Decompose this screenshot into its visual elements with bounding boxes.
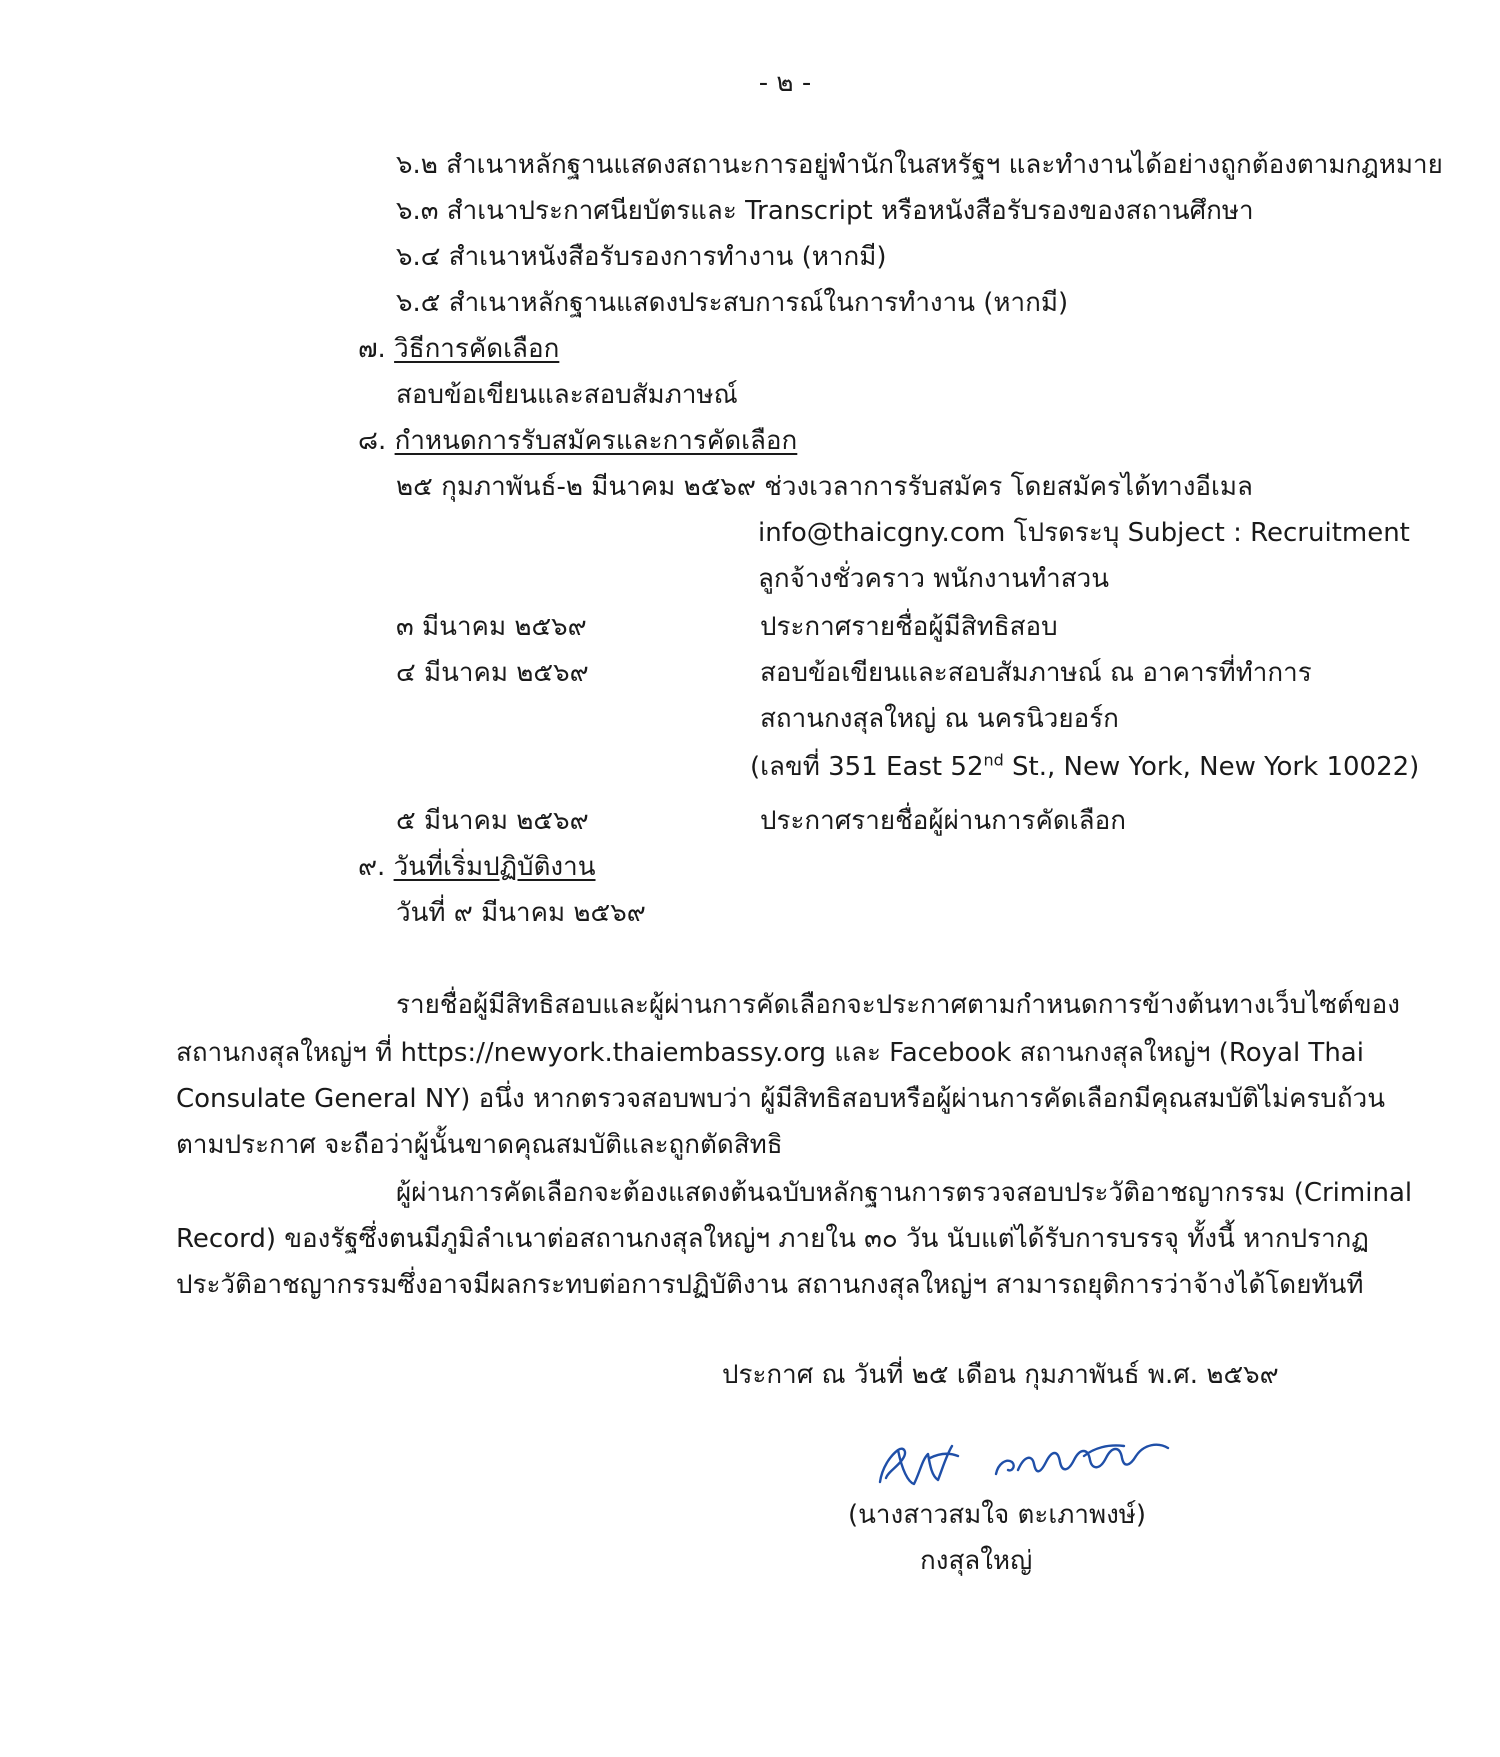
schedule-desc-2: สอบข้อเขียนและสอบสัมภาษณ์ ณ อาคารที่ทำการ: [760, 658, 1312, 688]
doc-item-6-2: ๖.๒ สำเนาหลักฐานแสดงสถานะการอยู่พำนักในสหรัฐฯ และทำงานได้อย่างถูกต้องตามกฎหมาย: [396, 150, 1443, 180]
exam-address: [750, 750, 1419, 784]
application-position: ลูกจ้างชั่วคราว พนักงานทำสวน: [758, 564, 1109, 594]
section-7-number: ๗.: [358, 334, 386, 364]
signature: [868, 1420, 1188, 1510]
section-9-body: วันที่ ๙ มีนาคม ๒๕๖๙: [396, 898, 646, 928]
paragraph-1-line-1: รายชื่อผู้มีสิทธิสอบและผู้ผ่านการคัดเลือกจะประกาศตามกำหนดการข้างต้นทางเว็บไซต์ของ: [396, 990, 1400, 1020]
section-8-heading: [358, 424, 797, 458]
section-8-number: ๘.: [358, 426, 387, 456]
section-9-number: ๙.: [358, 852, 386, 882]
schedule-desc-1: ประกาศรายชื่อผู้มีสิทธิสอบ: [760, 612, 1058, 642]
paragraph-1-line-2: สถานกงสุลใหญ่ฯ ที่ https://newyork.thaiembassy.org และ Facebook สถานกงสุลใหญ่ฯ (Royal Thai: [176, 1038, 1364, 1068]
doc-item-6-5: ๖.๕ สำเนาหลักฐานแสดงประสบการณ์ในการทำงาน (หากมี): [396, 288, 1069, 318]
section-8-title: กำหนดการรับสมัครและการคัดเลือก: [394, 426, 798, 456]
section-9-heading: [358, 850, 596, 884]
signature-scribble-icon: [868, 1420, 1188, 1510]
section-7-title: วิธีการคัดเลือก: [394, 334, 560, 364]
address-pre: (เลขที่ 351 East 52: [750, 752, 984, 782]
schedule-date-1: ๓ มีนาคม ๒๕๖๙: [396, 612, 587, 642]
schedule-date-2: ๔ มีนาคม ๒๕๖๙: [396, 658, 589, 688]
page-number: - ๒ -: [758, 68, 812, 98]
paragraph-2-line-1: ผู้ผ่านการคัดเลือกจะต้องแสดงต้นฉบับหลักฐานการตรวจสอบประวัติอาชญากรรม (Criminal: [396, 1178, 1413, 1208]
schedule-desc-4: ประกาศรายชื่อผู้ผ่านการคัดเลือก: [760, 806, 1126, 836]
address-post: St., New York, New York 10022): [1003, 752, 1420, 782]
doc-item-6-3: ๖.๓ สำเนาประกาศนียบัตรและ Transcript หรือหนังสือรับรองของสถานศึกษา: [396, 196, 1254, 226]
application-period: ๒๕ กุมภาพันธ์-๒ มีนาคม ๒๕๖๙ ช่วงเวลาการรับสมัคร โดยสมัครได้ทางอีเมล: [396, 472, 1253, 502]
schedule-desc-3: สถานกงสุลใหญ่ ณ นครนิวยอร์ก: [760, 704, 1119, 734]
section-9-title: วันที่เริ่มปฏิบัติงาน: [393, 852, 596, 882]
paragraph-1-line-4: ตามประกาศ จะถือว่าผู้นั้นขาดคุณสมบัติและถูกตัดสิทธิ: [176, 1130, 783, 1160]
application-email: info@thaicgny.com โปรดระบุ Subject : Recruitment: [758, 518, 1410, 548]
address-sup: nd: [983, 750, 1004, 770]
signer-name: (นางสาวสมใจ ตะเภาพงษ์): [848, 1500, 1147, 1530]
schedule-date-4: ๕ มีนาคม ๒๕๖๙: [396, 806, 589, 836]
section-7-heading: [358, 332, 559, 366]
section-7-body: สอบข้อเขียนและสอบสัมภาษณ์: [396, 380, 738, 410]
paragraph-1-line-3: Consulate General NY) อนึ่ง หากตรวจสอบพบว่า ผู้มีสิทธิสอบหรือผู้ผ่านการคัดเลือกมีคุณสมบัติไม่ครบถ้วน: [176, 1084, 1386, 1114]
signer-title: กงสุลใหญ่: [920, 1546, 1033, 1576]
doc-item-6-4: ๖.๔ สำเนาหนังสือรับรองการทำงาน (หากมี): [396, 242, 887, 272]
paragraph-2-line-2: Record) ของรัฐซึ่งตนมีภูมิลำเนาต่อสถานกงสุลใหญ่ฯ ภายใน ๓๐ วัน นับแต่ได้รับการบรรจุ ทั้งนี้ หากปรากฏ: [176, 1224, 1369, 1254]
paragraph-2-line-3: ประวัติอาชญากรรมซึ่งอาจมีผลกระทบต่อการปฏิบัติงาน สถานกงสุลใหญ่ฯ สามารถยุติการว่าจ้างได้โดยทันที: [176, 1270, 1364, 1300]
announce-date: ประกาศ ณ วันที่ ๒๕ เดือน กุมภาพันธ์ พ.ศ. ๒๕๖๙: [722, 1360, 1279, 1390]
